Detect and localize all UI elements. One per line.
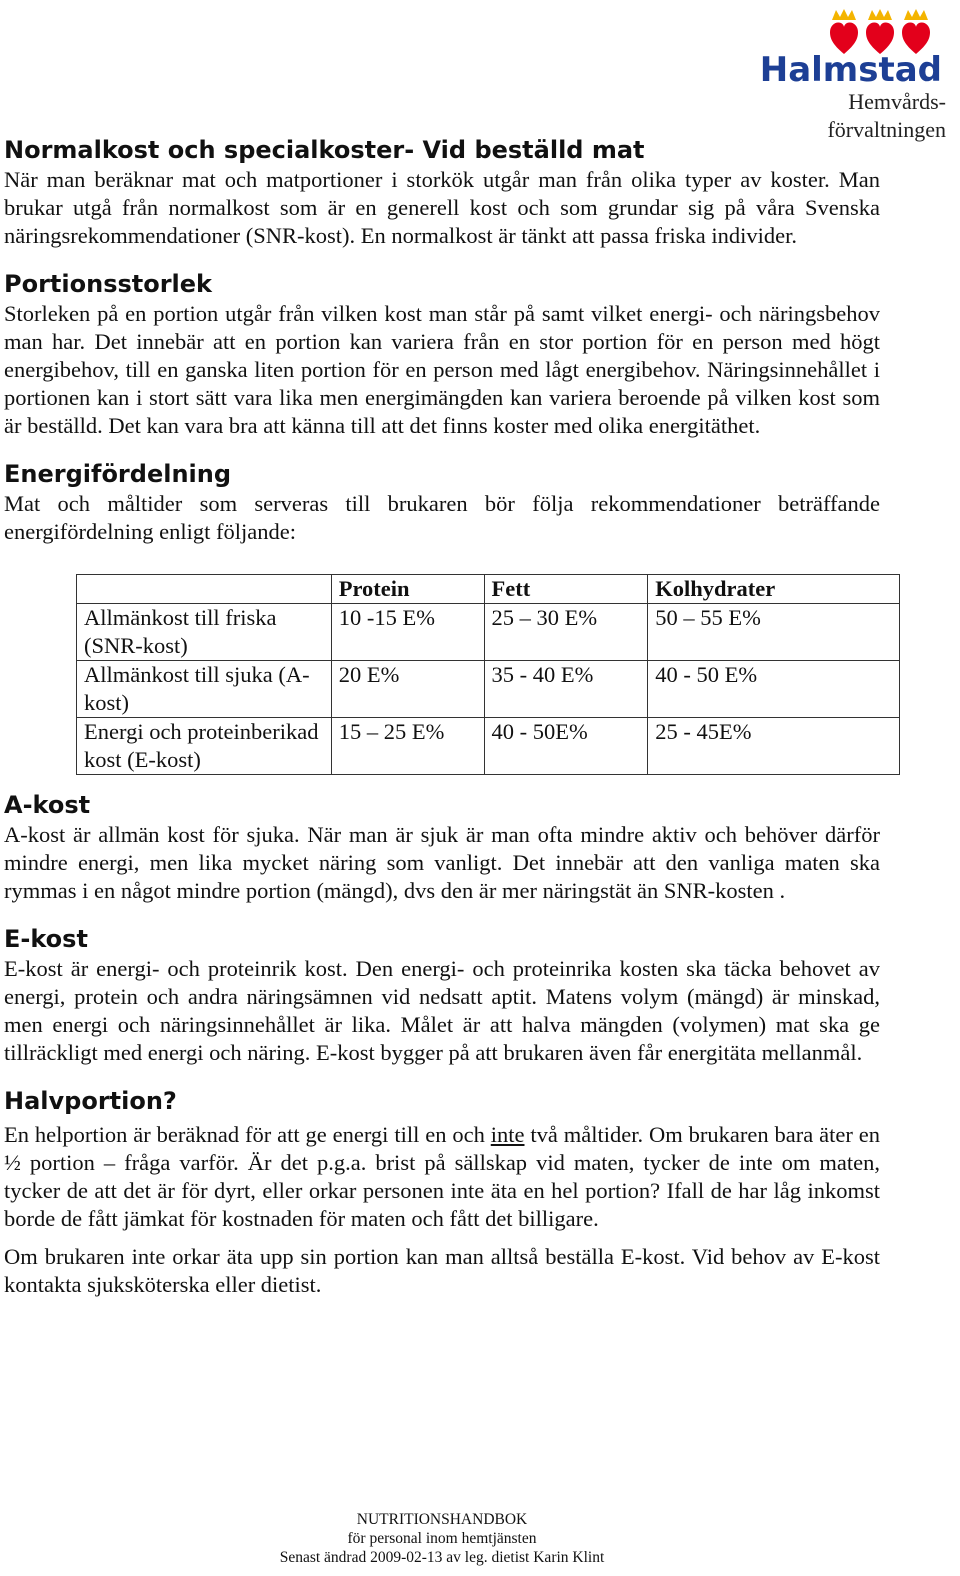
cell-kolhydrater: 50 – 55 E% xyxy=(648,604,900,661)
cell-fett: 25 – 30 E% xyxy=(484,604,648,661)
section-heading: Halvportion? xyxy=(4,1087,177,1115)
table-row xyxy=(77,604,900,661)
cell-fett: 35 - 40 E% xyxy=(484,661,648,718)
cell-protein: 20 E% xyxy=(331,661,484,718)
section-heading: Energifördelning xyxy=(4,460,232,488)
section-text: A-kost är allmän kost för sjuka. När man är sjuk är man ofta mindre aktiv och behöver därför mindre energi, men lika mycket näring som vanligt. Det innebär att den vanliga maten ska rymmas i en något mindre portion (mängd), dvs den är mer näringstät än SNR-kosten . xyxy=(4,822,880,903)
energy-distribution-table xyxy=(76,574,900,775)
section-heading: A-kost xyxy=(4,791,91,819)
table-header-kolhydrater: Kolhydrater xyxy=(648,575,900,604)
text-run: En helportion är beräknad för att ge energi till en och xyxy=(4,1122,491,1147)
crown-icon xyxy=(832,9,928,20)
footer-revision: Senast ändrad 2009-02-13 av leg. dietist Karin Klint xyxy=(279,1549,605,1566)
table-header-protein: Protein xyxy=(331,575,484,604)
section-ekost xyxy=(4,923,880,1067)
section-halvportion xyxy=(4,1085,880,1299)
section-text: Mat och måltider som serveras till brukaren bör följa rekommendationer beträffande energifördelning enligt följande: xyxy=(4,491,880,544)
section-heading: E-kost xyxy=(4,925,88,953)
logo-subtitle-line2: förvaltningen xyxy=(827,117,946,142)
footer-subtitle: för personal inom hemtjänsten xyxy=(347,1530,537,1547)
table-header-empty xyxy=(77,575,332,604)
logo-wordmark: Halmstad xyxy=(759,50,942,90)
cell-protein: 15 – 25 E% xyxy=(331,718,484,775)
table-header-fett: Fett xyxy=(484,575,648,604)
crown-hearts-icon xyxy=(830,6,938,56)
section-heading: Normalkost och specialkoster- Vid beställd mat xyxy=(4,136,645,164)
cell-kolhydrater: 25 - 45E% xyxy=(648,718,900,775)
footer-title: NUTRITIONSHANDBOK xyxy=(356,1511,528,1528)
section-text: E-kost är energi- och proteinrik kost. Den energi- och proteinrika kosten ska täcka behovet av energi, protein och andra näringsämnen vid nedsatt aptit. Matens volym (mängd) är minskad, men energi och näringsinnehållet är lika. Målet är att halva mängden (volymen) mat ska ge tillräckligt med energi och näring. E-kost bygger på att brukaren även får energitäta mellanmål. xyxy=(4,956,880,1065)
table-row xyxy=(77,661,900,718)
underlined-word: inte xyxy=(490,1122,525,1147)
section-text: Storleken på en portion utgår från vilken kost man står på samt vilket energi- och näringsbehov man har. Det innebär att en portion kan variera från en stor portion för en person med högt energibehov, till en ganska liten portion för en person med lågt energibehov. Näringsinnehållet i portionen kan i stort sätt vara lika men energimängden kan variera beroende på vilken kost som är beställd. Det kan vara bra att känna till att det finns koster med olika energitäthet. xyxy=(4,301,880,438)
section-portionsstorlek xyxy=(4,268,880,440)
section-text: När man beräknar mat och matportioner i storkök utgår man från olika typer av koster. Man brukar utgå från normalkost som är en generell kost och som grundar sig på våra Svenska näringsrekommendationer (SNR-kost). En normalkost är tänkt att passa friska individer. xyxy=(4,167,880,248)
section-energifordelning xyxy=(4,458,880,546)
logo-subtitle-line1: Hemvårds- xyxy=(848,89,946,114)
table-row xyxy=(77,718,900,775)
section-heading: Portionsstorlek xyxy=(4,270,213,298)
page-footer xyxy=(0,1510,884,1567)
row-label: Energi och proteinberikad kost (E-kost) xyxy=(77,718,332,775)
table-header-row xyxy=(77,575,900,604)
text-run: två måltider. Om brukaren bara äter en ½ portion – fråga varför. Är det p.g.a. brist på sällskap vid maten, tycker de inte om maten, tycker de att det är för dyrt, eller orkar personen inte äta en hel portion? Ifall de har låg inkomst borde de fått jämkat för kostnaden för maten och fått det billigare. xyxy=(4,1122,880,1231)
section-text xyxy=(4,1121,880,1233)
section-normalkost xyxy=(4,134,880,250)
row-label: Allmänkost till sjuka (A-kost) xyxy=(77,661,332,718)
section-akost xyxy=(4,789,880,905)
halmstad-logo xyxy=(759,4,952,142)
cell-fett: 40 - 50E% xyxy=(484,718,648,775)
cell-protein: 10 -15 E% xyxy=(331,604,484,661)
row-label: Allmänkost till friska (SNR-kost) xyxy=(77,604,332,661)
cell-kolhydrater: 40 - 50 E% xyxy=(648,661,900,718)
section-text: Om brukaren inte orkar äta upp sin portion kan man alltså beställa E-kost. Vid behov av E-kost kontakta sjuksköterska eller dietist. xyxy=(4,1244,880,1297)
document-body xyxy=(4,134,880,1299)
